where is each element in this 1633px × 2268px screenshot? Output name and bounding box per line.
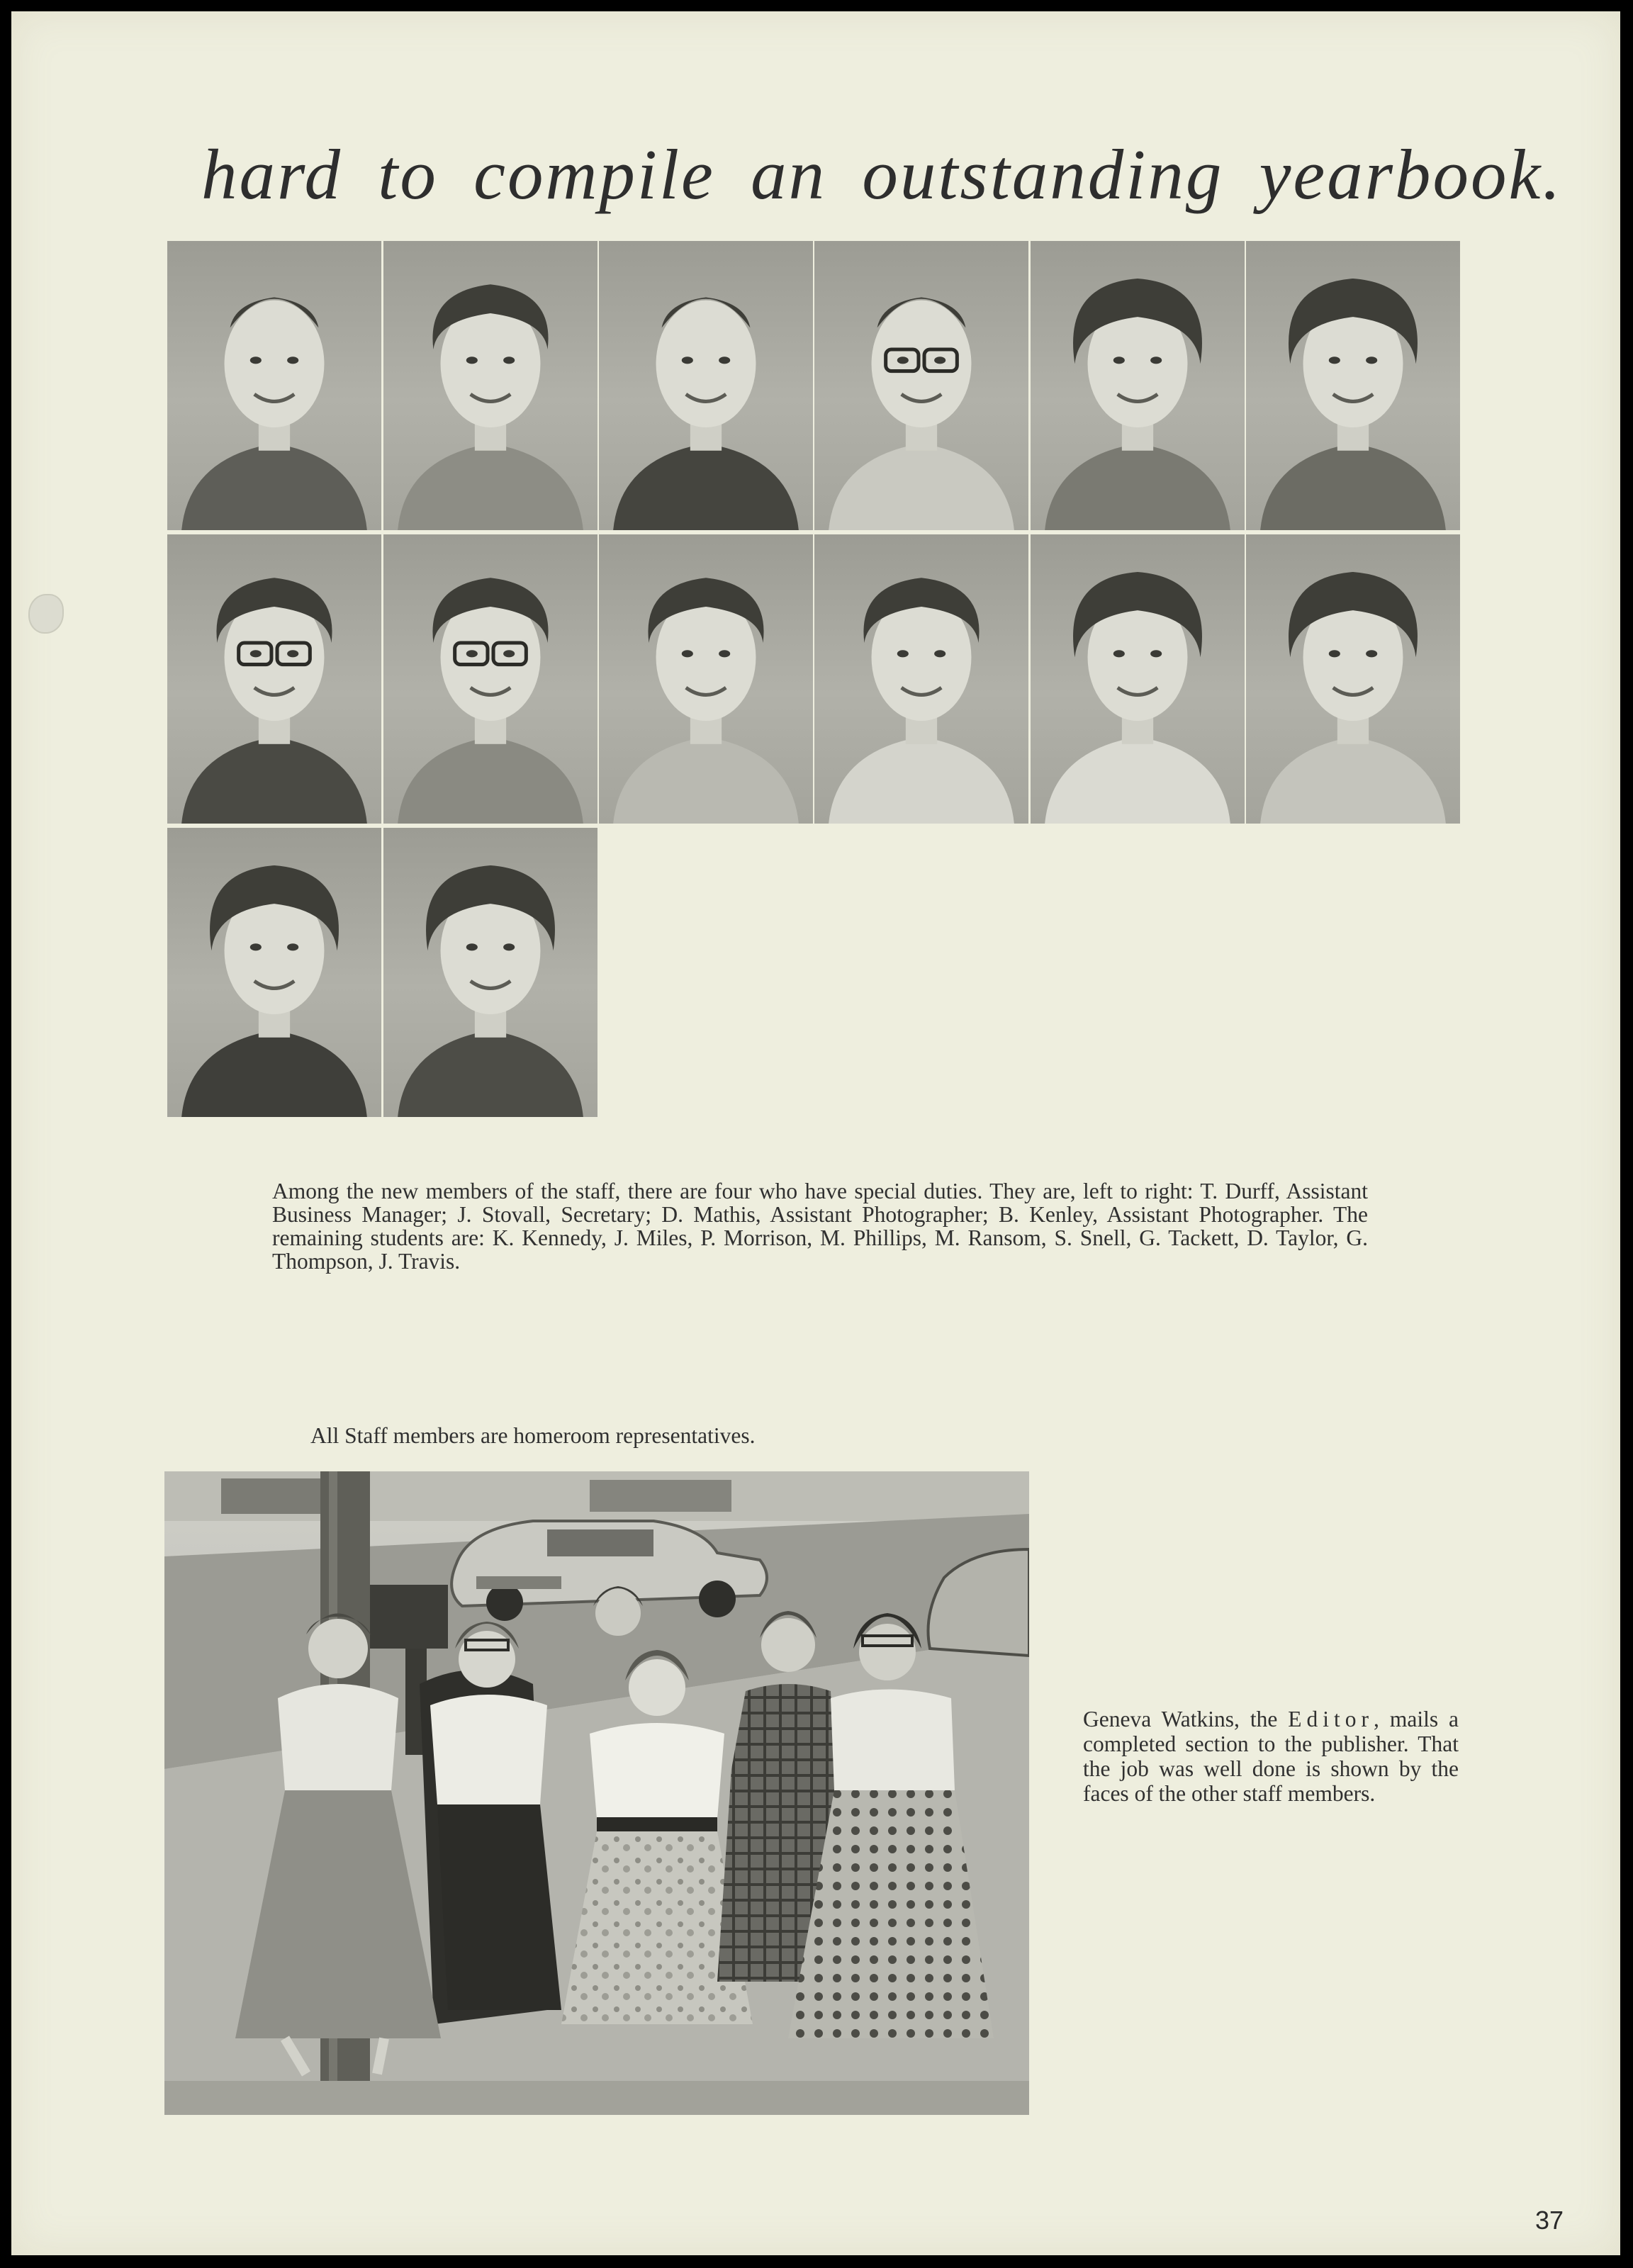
portrait-shoulders (398, 1031, 583, 1117)
page-headline: hard to compile an outstanding yearbook. (201, 135, 1563, 214)
portrait-eye (1113, 650, 1125, 657)
staff-portrait-14 (383, 828, 597, 1117)
portrait-shoulders (1260, 444, 1446, 530)
staff-portrait-7 (167, 534, 381, 824)
portrait-shoulders (181, 444, 367, 530)
portrait-eye (287, 357, 298, 364)
portrait-eye (466, 943, 478, 950)
portrait-image (599, 534, 813, 824)
staff-portrait-3 (599, 241, 813, 530)
portrait-eye (934, 650, 945, 657)
page-smudge (28, 594, 64, 634)
portrait-shoulders (1045, 444, 1230, 530)
portrait-image (814, 241, 1028, 530)
portrait-eye (287, 650, 298, 657)
portrait-image (599, 241, 813, 530)
portrait-face (225, 301, 325, 428)
portrait-eye (1150, 357, 1162, 364)
staff-portrait-9 (599, 534, 813, 824)
staff-caption: Among the new members of the staff, there are four who have special duties. They are, left to right: T. Durff, Assistant Business Manager; J. Stovall, Secretary; D. Mathis, Assistant Photographer; B. Kenley, Assistant Photographer. The remaining students are: K. Kennedy, J. Miles, P. Morrison, M. Phillips, M. Ransom, S. Snell, G. Tackett, D. Taylor, G. Thompson, J. Travis. (272, 1179, 1368, 1274)
portrait-shoulders (1260, 737, 1446, 824)
portrait-eye (1329, 357, 1340, 364)
portrait-eye (466, 650, 478, 657)
portrait-eye (250, 357, 262, 364)
portrait-shoulders (829, 737, 1014, 824)
portrait-shoulders (398, 737, 583, 824)
portrait-shoulders (1045, 737, 1230, 824)
portrait-eye (719, 650, 730, 657)
portrait-image (1031, 534, 1245, 824)
portrait-shoulders (613, 444, 799, 530)
portrait-eye (682, 650, 693, 657)
editor-caption-before: Geneva Watkins, the (1083, 1707, 1289, 1731)
portrait-shoulders (398, 444, 583, 530)
editor-caption-after: , mails a completed section to the publisher. That the job was well done is shown by the faces of the other staff members. (1083, 1707, 1459, 1806)
page-number: 37 (1535, 2206, 1564, 2235)
portrait-image (383, 241, 597, 530)
portrait-eye (250, 943, 262, 950)
staff-portrait-8 (383, 534, 597, 824)
portrait-eye (897, 650, 909, 657)
portrait-eye (503, 650, 515, 657)
yearbook-page (11, 11, 1620, 2255)
portrait-face (656, 301, 756, 428)
staff-portrait-13 (167, 828, 381, 1117)
portrait-shoulders (181, 737, 367, 824)
homeroom-caption: All Staff members are homeroom representatives. (310, 1423, 756, 1448)
portrait-image (1246, 534, 1460, 824)
staff-portrait-6 (1246, 241, 1460, 530)
portrait-image (383, 534, 597, 824)
portrait-shoulders (181, 1031, 367, 1117)
staff-portrait-10 (814, 534, 1028, 824)
editor-caption-title: Editor (1288, 1707, 1374, 1731)
portrait-eye (1329, 650, 1340, 657)
group-photo (164, 1471, 1029, 2115)
staff-portrait-2 (383, 241, 597, 530)
portrait-image (167, 241, 381, 530)
portrait-eye (1113, 357, 1125, 364)
portrait-eye (719, 357, 730, 364)
portrait-image (167, 534, 381, 824)
staff-portrait-11 (1031, 534, 1245, 824)
editor-caption (1083, 1707, 1459, 1806)
portrait-eye (503, 943, 515, 950)
portrait-eye (1366, 357, 1377, 364)
portrait-image (814, 534, 1028, 824)
portrait-image (1246, 241, 1460, 530)
portrait-eye (897, 357, 909, 364)
portrait-eye (466, 357, 478, 364)
portrait-eye (934, 357, 945, 364)
portrait-eye (503, 357, 515, 364)
portrait-shoulders (613, 737, 799, 824)
staff-portrait-12 (1246, 534, 1460, 824)
portrait-eye (287, 943, 298, 950)
staff-portrait-5 (1031, 241, 1245, 530)
portrait-shoulders (829, 444, 1014, 530)
staff-portrait-1 (167, 241, 381, 530)
portrait-eye (1366, 650, 1377, 657)
staff-portrait-4 (814, 241, 1028, 530)
portrait-eye (250, 650, 262, 657)
portrait-eye (682, 357, 693, 364)
group-photo-image (164, 1471, 1029, 2115)
portrait-eye (1150, 650, 1162, 657)
portrait-image (1031, 241, 1245, 530)
portrait-image (167, 828, 381, 1117)
portrait-image (383, 828, 597, 1117)
